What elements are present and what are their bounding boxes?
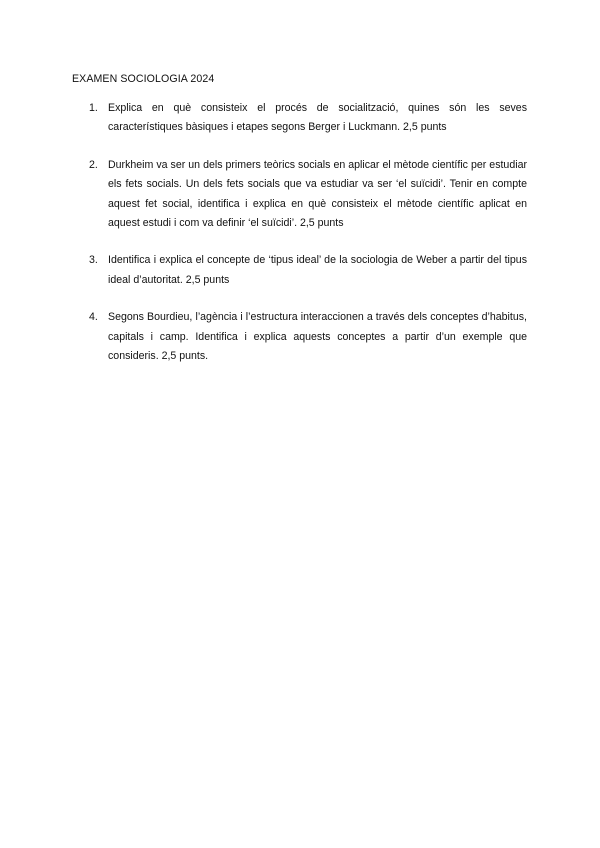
question-item — [89, 251, 527, 290]
question-number: 1. — [89, 102, 98, 114]
question-number: 3. — [89, 254, 98, 267]
question-item — [89, 99, 527, 138]
question-text: Segons Bourdieu, l’agència i l’estructura interaccionen a través dels conceptes d’habitus, capitals i camp. Identifica i explica aquests conceptes a partir d’un exemple que consideris. 2,5 punts. — [108, 311, 527, 363]
exam-title: EXAMEN SOCIOLOGIA 2024 — [72, 73, 215, 85]
question-item — [89, 156, 527, 234]
question-number: 4. — [89, 311, 98, 324]
question-number: 2. — [89, 158, 98, 171]
question-list — [89, 99, 527, 384]
question-text: Identifica i explica el concepte de ‘tipus ideal’ de la sociologia de Weber a partir del tipus ideal d’autoritat. 2,5 punts — [108, 254, 527, 286]
question-text: Durkheim va ser un dels primers teòrics socials en aplicar el mètode científic per estudiar els fets socials. Un dels fets socials que va estudiar va ser ‘el suïcidi’. Tenir en compte aquest fet social, identifica i explica en què consisteix el mètode científic aplicat en aquest estudi i com va definir ‘el suïcidi’. 2,5 punts — [108, 158, 527, 230]
question-text: Explica en què consisteix el procés de socialització, quines són les seves característiques bàsiques i etapes segons Berger i Luckmann. 2,5 punts — [108, 102, 527, 134]
question-item — [89, 308, 527, 366]
